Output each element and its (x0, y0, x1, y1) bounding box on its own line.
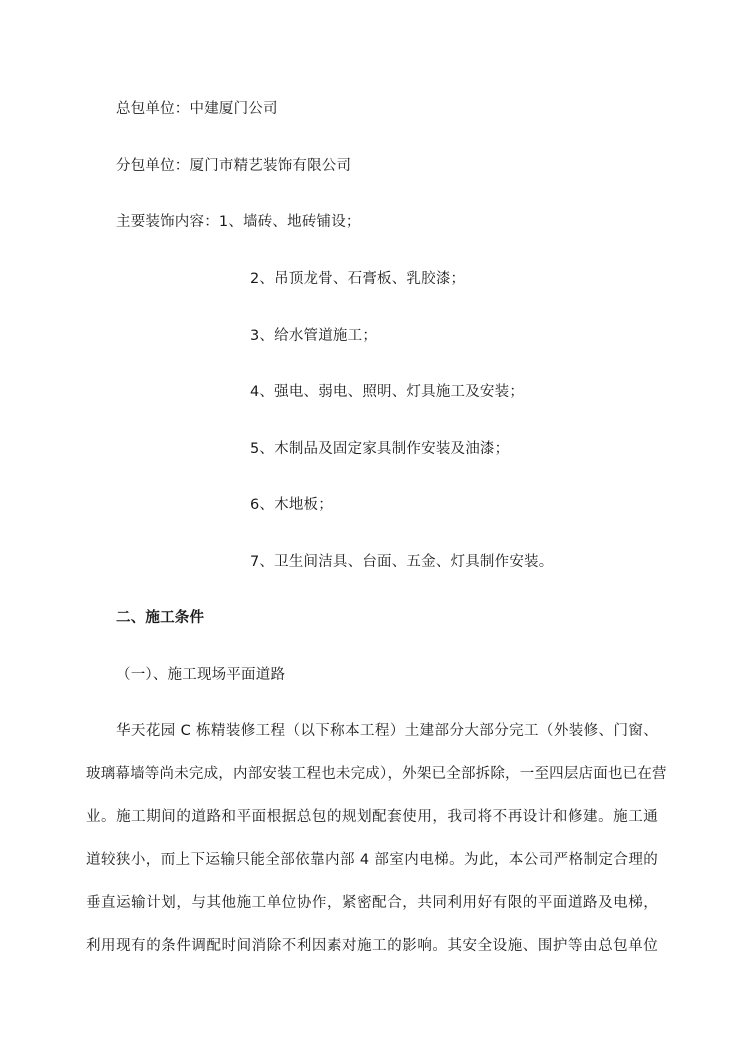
decor-content-intro: 主要装饰内容：1、墙砖、地砖铺设； (116, 214, 361, 230)
body-paragraph-line: 业。施工期间的道路和平面根据总包的规划配套使用，我司将不再设计和修建。施工通 (86, 809, 658, 825)
decor-item: 4、强电、弱电、照明、灯具施工及安装； (250, 384, 525, 400)
decor-item: 3、给水管道施工； (250, 328, 378, 344)
body-paragraph-line: 华天花园 C 栋精装修工程（以下称本工程）土建部分大部分完工（外装修、门窗、 (116, 723, 658, 739)
decor-item: 5、木制品及固定家具制作安装及油漆； (250, 441, 510, 457)
decor-item: 6、木地板； (250, 497, 333, 513)
section-subheading: （一）、施工现场平面道路 (116, 667, 286, 683)
body-paragraph-line: 利用现有的条件调配时间消除不利因素对施工的影响。其安全设施、围护等由总包单位 (86, 938, 658, 954)
general-contractor-line: 总包单位：中建厦门公司 (116, 101, 278, 117)
subcontractor-line: 分包单位：厦门市精艺装饰有限公司 (116, 158, 352, 174)
decor-item: 7、卫生间洁具、台面、五金、灯具制作安装。 (250, 554, 554, 570)
decor-item: 2、吊顶龙骨、石膏板、乳胶漆； (250, 271, 466, 287)
body-paragraph-line: 道较狭小，而上下运输只能全部依靠内部 4 部室内电梯。为此，本公司严格制定合理的 (86, 852, 658, 868)
body-paragraph-line: 玻璃幕墙等尚未完成，内部安装工程也未完成），外架已全部拆除，一至四层店面也已在营 (86, 766, 667, 782)
section-heading: 二、施工条件 (116, 610, 205, 626)
body-paragraph-line: 垂直运输计划，与其他施工单位协作，紧密配合，共同利用好有限的平面道路及电梯， (86, 895, 658, 911)
